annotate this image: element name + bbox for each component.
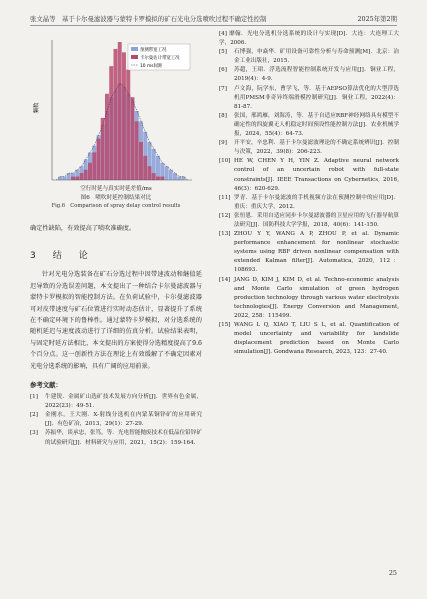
paragraph-continuation: 确定性缺陷，有效提高了喷吹准确度。 bbox=[30, 225, 136, 232]
histogram-bar-series-2 bbox=[84, 170, 88, 180]
histogram-bar-series-2 bbox=[80, 173, 84, 180]
reference-item: [11] 罗青．基于卡尔曼滤波的手机视频方法在预测控制中的应用[D]．重庆：重庆大学，2012. bbox=[219, 194, 399, 210]
histogram-bar-series-2 bbox=[71, 177, 75, 180]
figure-6 bbox=[30, 30, 202, 190]
reference-item: [8] 张国，邢鸿雁，刘海涛，等．基于自适应RBF神经网络具有模型不确定性的四旋翼无人机稳定时间预设性能控制方法[J]．农业机械学报，2024，55(4)：64-73. bbox=[219, 112, 399, 138]
histogram-chart bbox=[30, 30, 202, 190]
reference-item: [13] ZHOU Y Y, WANG A P, ZHOU P, et al. Dynamic performance enhancement for nonlinear stochastic systems using RBF driven nonlinear compensation with extended Kalman filter[J]. Automatica, 2020, 112：108693. bbox=[219, 231, 399, 274]
histogram-bar-series-2 bbox=[118, 42, 122, 180]
histogram-bar-series-1 bbox=[63, 177, 67, 180]
histogram-bar-series-2 bbox=[114, 49, 118, 180]
histogram-bar-series-2 bbox=[88, 163, 92, 180]
section-heading-conclusion: 3 结 论 bbox=[30, 251, 92, 262]
histogram-bar-series-2 bbox=[148, 166, 152, 180]
histogram-bar-series-1 bbox=[177, 177, 181, 180]
left-column bbox=[30, 30, 202, 448]
figure-caption-en: Fig.6 Comparison of spray delay control results bbox=[51, 203, 181, 209]
references-heading: 参考文献： bbox=[30, 381, 62, 390]
histogram-bar-series-1 bbox=[165, 166, 169, 180]
header-issue: 2025年第2期 bbox=[357, 15, 397, 23]
reference-item: [10] HE W, CHEN Y H, YIN Z. Adaptive neural network control of an uncertain robot with full-state constraints[J]. IEEE Transactions on Cybernetics, 2016, 46(3)：620-629. bbox=[219, 158, 399, 192]
histogram-bar-series-2 bbox=[97, 139, 101, 180]
legend-label-2: 卡尔曼估计带宽工况 bbox=[140, 56, 180, 61]
histogram-bar-series-1 bbox=[156, 156, 160, 180]
page-number: 25 bbox=[388, 569, 397, 577]
legend-swatch-2 bbox=[131, 55, 138, 59]
legend-swatch-1 bbox=[131, 47, 138, 51]
histogram-bar-series-2 bbox=[156, 177, 160, 180]
reference-item: [5] 石博强，申焱华．矿用设备可靠性分析与寿命预测[M]．北京：冶金工业出版社，2015. bbox=[219, 49, 399, 65]
histogram-bar-series-2 bbox=[143, 156, 147, 180]
reference-item: [6] 苏超，王珺．浮选流程智能控制系统开发与应用[J]．铜业工程，2019(4)：4-9. bbox=[219, 67, 399, 83]
histogram-bar-series-1 bbox=[58, 177, 62, 180]
y-axis-label: 频数 bbox=[34, 102, 40, 114]
paragraph-conclusion: 针对光电分选装备在矿石分选过程中因带速波动和継值延迟导致的分选误差问题，本文提出了一种结合卡尔曼滤波器与蒙特卡罗模拟的智能控制方法。在负荷试验中，卡尔曼滤波器可对皮带速度与矿石位置进行实时动态估计，显著提升了系统在不确定环境下的鲁棒性。通过蒙特卡罗模拟，对分选系统的随机延迟与速度波动进行了详细的仿真分析。试验结果表明，与固定时延方法相比，本文提出的方案使得分选精度提高了9.6个百分点。这一创新性方法在理论上有效缓解了不确定因素对光电分选系统的影响，具有广阔的应用前景。 bbox=[30, 271, 202, 370]
histogram-bar-series-1 bbox=[169, 170, 173, 180]
histogram-bar-series-2 bbox=[109, 66, 113, 180]
histogram-bar-series-2 bbox=[75, 177, 79, 180]
references-list-left bbox=[30, 393, 202, 448]
histogram-bar-series-2 bbox=[139, 142, 143, 180]
reference-item: [14] JANG D, KIM J, KIM D, et al. Techno-economic analysis and Monte Carlo simulation of green hydrogen production technology through various water electrolysis technologies[J]. Energy Conversion and Management, 2022, 258：115499. bbox=[219, 276, 399, 319]
header-title: 张文晶等 基于卡尔曼滤波器与蒙特卡罗模拟的矿石光电分选喷吹过程不确定性控制 bbox=[30, 15, 267, 23]
reference-item: [15] WANG L Q, XIAO T, LIU S L, et al. Quantification of model uncertainty and variability for landslide displacement prediction based on Monte Carlo simulation[J]. Gondwana Research, 2023, 123：27-40. bbox=[219, 322, 399, 356]
running-header bbox=[30, 14, 397, 26]
histogram-bar-series-1 bbox=[182, 177, 186, 180]
reference-item: [2] 金刚水，王大刚．X-射线分选机在内蒙某铜锌矿的应用研究[J]．有色矿冶，2013，29(1)：27-29. bbox=[30, 412, 202, 428]
reference-item: [7] 卢文海，阮学东，曹学飞，等．基于AEPSO算法优化的大型浮选机用PMSM非奇异终端滑模控制研究[J]．铜业工程，2022(4)：81-87. bbox=[219, 85, 399, 110]
reference-curve bbox=[56, 83, 188, 180]
histogram-bar-series-2 bbox=[126, 70, 130, 180]
reference-item: [4] 靡翰．光电分选机分选系统的设计与实现[D]．大连：大连理工大学，2006. bbox=[219, 31, 399, 47]
reference-item: [12] 张恒恩．采用自适应同步卡尔曼滤波器的卫星应用的飞行器导航算法研究[J]．国防科技大学学报，2018，40(6)：141-150. bbox=[219, 212, 399, 228]
legend-label-1: 预测带宽工况 bbox=[140, 48, 167, 53]
histogram-bar-series-2 bbox=[131, 97, 135, 180]
histogram-bar-series-2 bbox=[92, 152, 96, 180]
histogram-bar-series-2 bbox=[101, 118, 105, 180]
reference-item: [3] 苏振华，谈承忠，张笃，等．光电智能抛废技术在低品位铅锌矿的试验研究[J]．材料研究与应用，2021，15(2)：159-164. bbox=[30, 430, 202, 446]
histogram-bar-series-2 bbox=[135, 121, 139, 180]
references-list-right bbox=[219, 30, 399, 357]
x-axis-label: 空行时延与真实时延差值/ms bbox=[80, 186, 152, 192]
legend-label-3: 10 ms间距 bbox=[140, 64, 163, 69]
figure-caption-zh: 图6 喷吹时延控制结果对比 bbox=[80, 195, 152, 201]
histogram-bar-series-2 bbox=[160, 177, 164, 180]
right-column bbox=[219, 30, 399, 357]
histogram-bar-series-2 bbox=[152, 173, 156, 180]
reference-item: [9] 开平安，辛忠利．基于卡尔曼滤波理论的不确定系统辨识[J]．控制与决策，2022，39(8)：206-223. bbox=[219, 140, 399, 156]
histogram-bar-series-2 bbox=[122, 52, 126, 180]
legend bbox=[128, 44, 190, 70]
reference-item: [1] 牛建锐．金属矿山选矿技术发展方向分析[J]．世界有色金属，2022(23)：49-51. bbox=[30, 394, 202, 410]
